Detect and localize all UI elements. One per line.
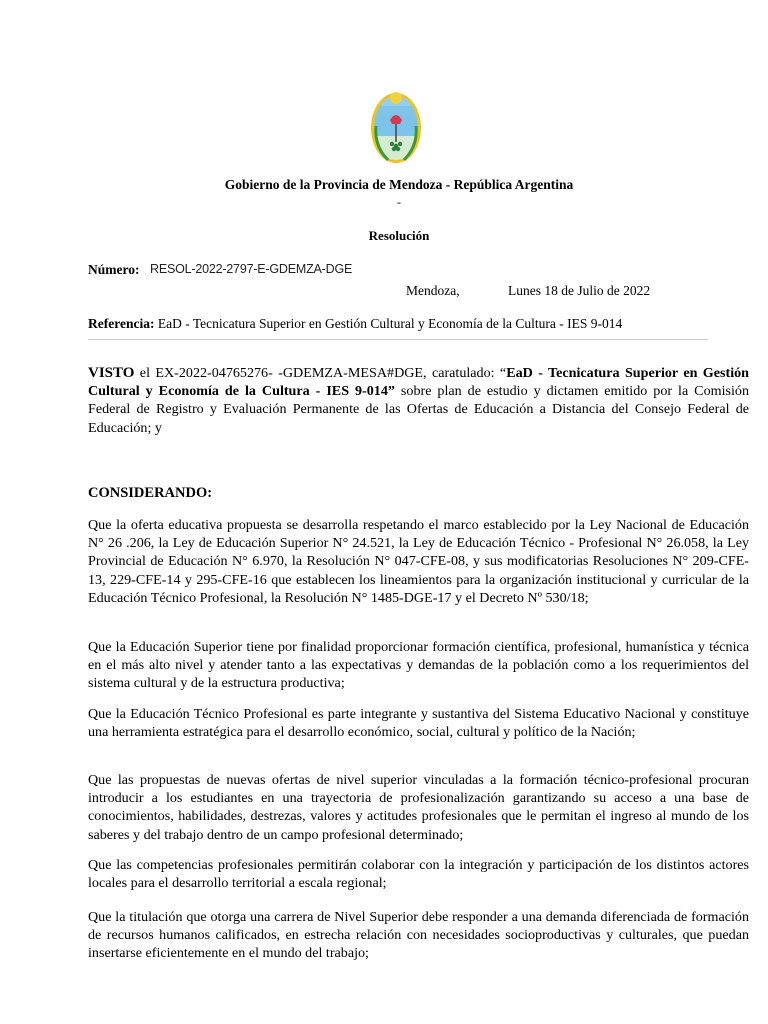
- considerando-paragraph: Que la Educación Técnico Profesional es parte integrante y sustantiva del Sistema Educativo Nacional y constituye una herramienta estratégica para el desarrollo económico, social, cultural y político de la Nación;: [88, 706, 749, 741]
- considerando-paragraph: Que la Educación Superior tiene por finalidad proporcionar formación científica, profesional, humanística y técnica en el más alto nivel y atender tanto a las expectativas y demandas de la población como a los requerimientos del sistema cultural y de la estructura productiva;: [88, 639, 749, 692]
- title-dash: -: [397, 195, 401, 209]
- considerando-paragraph: Que la titulación que otorga una carrera de Nivel Superior debe responder a una demanda diferenciada de formación de recursos humanos calificados, en estrecha relación con necesidades socioproductivas y culturales, que puedan insertarse eficientemente en el mundo del trabajo;: [88, 909, 749, 962]
- visto-label: VISTO: [88, 365, 135, 381]
- numero-label: Número:: [88, 262, 140, 277]
- divider: [88, 339, 708, 340]
- coat-of-arms-icon: [370, 86, 422, 166]
- date: Lunes 18 de Julio de 2022: [508, 283, 651, 298]
- considerando-paragraph: Que las propuestas de nuevas ofertas de nivel superior vinculadas a la formación técnico-profesional procuran introducir a los estudiantes en una trayectoria de profesionalización garantizando su acceso a una base de conocimientos, habilidades, destrezas, valores y actitudes profesionales que le permitan el ingreso al mundo de los saberes y del trabajo dentro de un campo profesional determinado;: [88, 772, 749, 843]
- city: Mendoza,: [406, 283, 460, 298]
- referencia: [88, 316, 622, 332]
- visto-paragraph: [88, 364, 749, 437]
- visto-text-1: el EX-2022-04765276- -GDEMZA-MESA#DGE, caratulado: “: [134, 365, 507, 381]
- visto-text-2: sobre plan de estudio y dictamen emitido por la Comisión Federal de Registro y Evaluación Permanente de las Ofertas de Educación a Distancia del Consejo Federal de Educación; y: [88, 383, 749, 436]
- government-title: Gobierno de la Provincia de Mendoza - República Argentina: [224, 177, 574, 192]
- numero-value: RESOL-2022-2797-E-GDEMZA-DGE: [150, 262, 353, 276]
- document-type: Resolución: [368, 228, 430, 243]
- considerando-paragraph: Que la oferta educativa propuesta se desarrolla respetando el marco establecido por la Ley Nacional de Educación N° 26 .206, la Ley de Educación Superior N° 24.521, la Ley de Educación Técnico - Profesional N° 26.058, la Ley Provincial de Educación N° 6.970, la Resolución N° 047-CFE-08, y sus modificatorias Resoluciones N° 209-CFE-13, 229-CFE-14 y 295-CFE-16 que establecen los lineamientos para la organización institucional y curricular de la Educación Técnico Profesional, la Resolución N° 1485-DGE-17 y el Decreto Nº 530/18;: [88, 517, 749, 606]
- referencia-label: Referencia:: [88, 316, 155, 331]
- referencia-value: EaD - Tecnicatura Superior en Gestión Cultural y Economía de la Cultura - IES 9-014: [154, 316, 623, 331]
- considerando-paragraph: Que las competencias profesionales permitirán colaborar con la integración y participación de los distintos actores locales para el desarrollo territorial a escala regional;: [88, 857, 749, 892]
- considerando-heading: CONSIDERANDO:: [88, 485, 213, 501]
- visto-bold-title: EaD - Tecnicatura Superior en Gestión Cultural y Economía de la Cultura - IES 9-014”: [88, 365, 749, 400]
